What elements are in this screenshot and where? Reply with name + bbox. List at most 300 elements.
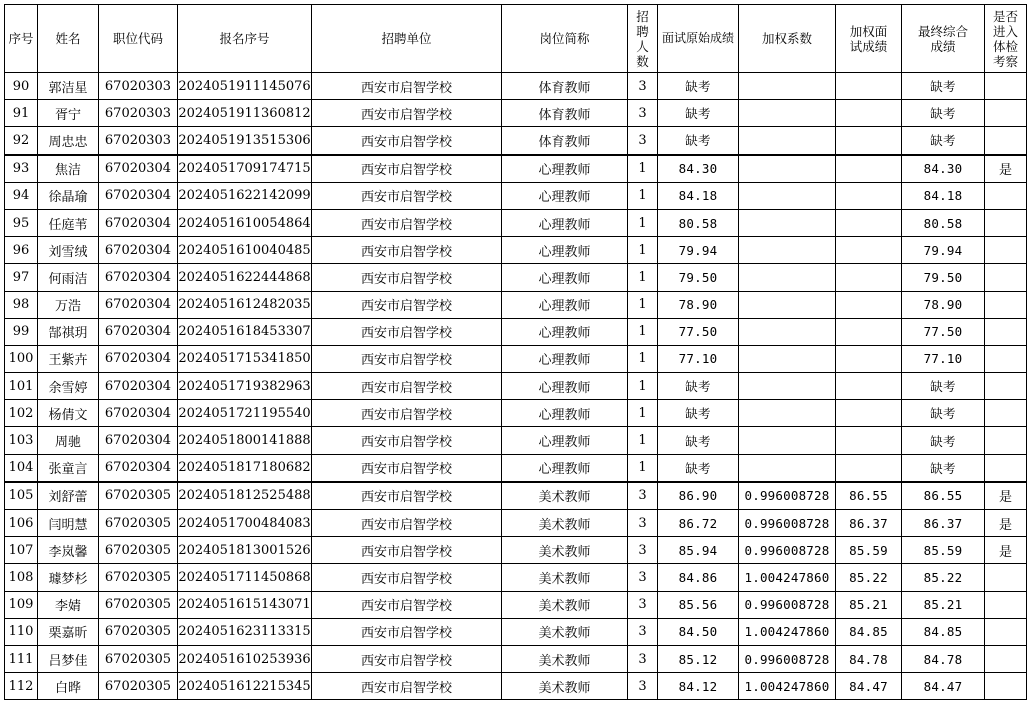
weighted-score-cell xyxy=(836,345,902,372)
col-header-employer: 招聘单位 xyxy=(312,5,502,73)
post-cell: 美术教师 xyxy=(502,591,628,618)
raw-score-cell: 78.90 xyxy=(658,291,739,318)
employer-cell: 西安市启智学校 xyxy=(312,482,502,510)
raw-score-cell: 缺考 xyxy=(658,100,739,127)
weight-cell: 0.996008728 xyxy=(739,482,836,510)
employer-cell: 西安市启智学校 xyxy=(312,564,502,591)
employer-cell: 西安市启智学校 xyxy=(312,673,502,700)
final-score-cell: 84.18 xyxy=(902,182,985,209)
position-code-cell: 67020305 xyxy=(99,618,178,645)
post-cell: 心理教师 xyxy=(502,373,628,400)
weight-cell xyxy=(739,373,836,400)
seq-cell: 109 xyxy=(5,591,38,618)
hire-count-cell: 1 xyxy=(628,155,658,183)
table-body xyxy=(5,73,1027,700)
weight-cell: 1.004247860 xyxy=(739,564,836,591)
hire-count-cell: 1 xyxy=(628,345,658,372)
name-cell: 白晔 xyxy=(38,673,99,700)
post-cell: 心理教师 xyxy=(502,237,628,264)
post-cell: 美术教师 xyxy=(502,673,628,700)
raw-score-cell: 缺考 xyxy=(658,127,739,155)
table-row xyxy=(5,537,1027,564)
registration-no-cell: 2024051913515306 xyxy=(178,127,312,155)
seq-cell: 112 xyxy=(5,673,38,700)
weighted-score-cell: 86.37 xyxy=(836,510,902,537)
position-code-cell: 67020304 xyxy=(99,427,178,454)
raw-score-cell: 缺考 xyxy=(658,373,739,400)
employer-cell: 西安市启智学校 xyxy=(312,100,502,127)
raw-score-cell: 缺考 xyxy=(658,400,739,427)
weighted-score-cell xyxy=(836,454,902,482)
weighted-score-cell xyxy=(836,318,902,345)
hire-count-cell: 3 xyxy=(628,618,658,645)
position-code-cell: 67020304 xyxy=(99,345,178,372)
weighted-score-cell xyxy=(836,291,902,318)
weighted-score-cell: 84.85 xyxy=(836,618,902,645)
raw-score-cell: 86.90 xyxy=(658,482,739,510)
physical-exam-cell xyxy=(985,291,1027,318)
name-cell: 余雪婷 xyxy=(38,373,99,400)
name-cell: 胥宁 xyxy=(38,100,99,127)
seq-cell: 111 xyxy=(5,645,38,672)
physical-exam-cell xyxy=(985,564,1027,591)
weighted-score-cell: 84.78 xyxy=(836,645,902,672)
seq-cell: 107 xyxy=(5,537,38,564)
col-header-registration-no: 报名序号 xyxy=(178,5,312,73)
weighted-score-cell xyxy=(836,400,902,427)
hire-count-cell: 3 xyxy=(628,564,658,591)
post-cell: 心理教师 xyxy=(502,264,628,291)
physical-exam-cell xyxy=(985,618,1027,645)
post-cell: 心理教师 xyxy=(502,427,628,454)
table-row xyxy=(5,264,1027,291)
registration-no-cell: 2024051715341850 xyxy=(178,345,312,372)
results-table xyxy=(4,4,1027,700)
physical-exam-cell: 是 xyxy=(985,482,1027,510)
final-score-cell: 85.21 xyxy=(902,591,985,618)
col-header-post: 岗位简称 xyxy=(502,5,628,73)
final-score-cell: 缺考 xyxy=(902,73,985,100)
seq-cell: 90 xyxy=(5,73,38,100)
name-cell: 王紫卉 xyxy=(38,345,99,372)
registration-no-cell: 2024051610054864 xyxy=(178,209,312,236)
seq-cell: 101 xyxy=(5,373,38,400)
table-row xyxy=(5,482,1027,510)
seq-cell: 94 xyxy=(5,182,38,209)
registration-no-cell: 2024051622444868 xyxy=(178,264,312,291)
seq-cell: 99 xyxy=(5,318,38,345)
post-cell: 心理教师 xyxy=(502,209,628,236)
final-score-cell: 79.94 xyxy=(902,237,985,264)
post-cell: 体育教师 xyxy=(502,100,628,127)
registration-no-cell: 2024051721195540 xyxy=(178,400,312,427)
registration-no-cell: 2024051618453307 xyxy=(178,318,312,345)
position-code-cell: 67020305 xyxy=(99,482,178,510)
raw-score-cell: 缺考 xyxy=(658,427,739,454)
registration-no-cell: 2024051610040485 xyxy=(178,237,312,264)
final-score-cell: 85.59 xyxy=(902,537,985,564)
col-header-raw-score: 面试原始成绩 xyxy=(658,5,739,73)
post-cell: 心理教师 xyxy=(502,318,628,345)
seq-cell: 96 xyxy=(5,237,38,264)
col-header-position-code: 职位代码 xyxy=(99,5,178,73)
registration-no-cell: 2024051711450868 xyxy=(178,564,312,591)
raw-score-cell: 84.12 xyxy=(658,673,739,700)
weight-cell xyxy=(739,73,836,100)
position-code-cell: 67020303 xyxy=(99,127,178,155)
weighted-score-cell: 85.21 xyxy=(836,591,902,618)
raw-score-cell: 85.94 xyxy=(658,537,739,564)
hire-count-cell: 3 xyxy=(628,100,658,127)
name-cell: 焦洁 xyxy=(38,155,99,183)
position-code-cell: 67020304 xyxy=(99,454,178,482)
post-cell: 心理教师 xyxy=(502,182,628,209)
seq-cell: 108 xyxy=(5,564,38,591)
position-code-cell: 67020304 xyxy=(99,209,178,236)
table-row xyxy=(5,345,1027,372)
weight-cell xyxy=(739,318,836,345)
position-code-cell: 67020303 xyxy=(99,73,178,100)
employer-cell: 西安市启智学校 xyxy=(312,73,502,100)
physical-exam-cell: 是 xyxy=(985,537,1027,564)
position-code-cell: 67020305 xyxy=(99,564,178,591)
weight-cell xyxy=(739,345,836,372)
physical-exam-cell xyxy=(985,345,1027,372)
final-score-cell: 缺考 xyxy=(902,454,985,482)
employer-cell: 西安市启智学校 xyxy=(312,591,502,618)
seq-cell: 97 xyxy=(5,264,38,291)
name-cell: 任庭苇 xyxy=(38,209,99,236)
raw-score-cell: 缺考 xyxy=(658,73,739,100)
post-cell: 美术教师 xyxy=(502,537,628,564)
physical-exam-cell xyxy=(985,209,1027,236)
weighted-score-cell xyxy=(836,373,902,400)
hire-count-cell: 3 xyxy=(628,127,658,155)
name-cell: 张童言 xyxy=(38,454,99,482)
table-row xyxy=(5,427,1027,454)
weighted-score-cell: 84.47 xyxy=(836,673,902,700)
raw-score-cell: 77.50 xyxy=(658,318,739,345)
col-header-name: 姓名 xyxy=(38,5,99,73)
hire-count-cell: 3 xyxy=(628,591,658,618)
registration-no-cell: 2024051612215345 xyxy=(178,673,312,700)
physical-exam-cell xyxy=(985,373,1027,400)
final-score-cell: 79.50 xyxy=(902,264,985,291)
weight-cell xyxy=(739,264,836,291)
registration-no-cell: 2024051800141888 xyxy=(178,427,312,454)
post-cell: 心理教师 xyxy=(502,155,628,183)
weight-cell: 0.996008728 xyxy=(739,510,836,537)
raw-score-cell: 85.12 xyxy=(658,645,739,672)
post-cell: 美术教师 xyxy=(502,510,628,537)
employer-cell: 西安市启智学校 xyxy=(312,127,502,155)
employer-cell: 西安市启智学校 xyxy=(312,510,502,537)
name-cell: 万浩 xyxy=(38,291,99,318)
raw-score-cell: 79.50 xyxy=(658,264,739,291)
weighted-score-cell xyxy=(836,73,902,100)
table-row xyxy=(5,400,1027,427)
physical-exam-cell xyxy=(985,454,1027,482)
table-row xyxy=(5,318,1027,345)
weight-cell xyxy=(739,291,836,318)
weighted-score-cell: 85.59 xyxy=(836,537,902,564)
weight-cell xyxy=(739,127,836,155)
final-score-cell: 缺考 xyxy=(902,400,985,427)
physical-exam-cell xyxy=(985,182,1027,209)
post-cell: 心理教师 xyxy=(502,345,628,372)
registration-no-cell: 2024051813001526 xyxy=(178,537,312,564)
name-cell: 郜祺玥 xyxy=(38,318,99,345)
position-code-cell: 67020305 xyxy=(99,673,178,700)
table-row xyxy=(5,291,1027,318)
seq-cell: 91 xyxy=(5,100,38,127)
weighted-score-cell xyxy=(836,127,902,155)
employer-cell: 西安市启智学校 xyxy=(312,209,502,236)
hire-count-cell: 3 xyxy=(628,673,658,700)
hire-count-cell: 1 xyxy=(628,237,658,264)
seq-cell: 93 xyxy=(5,155,38,183)
final-score-cell: 84.78 xyxy=(902,645,985,672)
col-header-weight: 加权系数 xyxy=(739,5,836,73)
final-score-cell: 85.22 xyxy=(902,564,985,591)
seq-cell: 110 xyxy=(5,618,38,645)
position-code-cell: 67020304 xyxy=(99,291,178,318)
employer-cell: 西安市启智学校 xyxy=(312,537,502,564)
col-header-seq: 序号 xyxy=(5,5,38,73)
weight-cell xyxy=(739,155,836,183)
position-code-cell: 67020304 xyxy=(99,318,178,345)
final-score-cell: 86.37 xyxy=(902,510,985,537)
seq-cell: 104 xyxy=(5,454,38,482)
seq-cell: 92 xyxy=(5,127,38,155)
final-score-cell: 84.85 xyxy=(902,618,985,645)
raw-score-cell: 84.18 xyxy=(658,182,739,209)
final-score-cell: 86.55 xyxy=(902,482,985,510)
position-code-cell: 67020303 xyxy=(99,100,178,127)
weighted-score-cell xyxy=(836,182,902,209)
hire-count-cell: 3 xyxy=(628,73,658,100)
name-cell: 李岚馨 xyxy=(38,537,99,564)
employer-cell: 西安市启智学校 xyxy=(312,291,502,318)
name-cell: 周驰 xyxy=(38,427,99,454)
table-row xyxy=(5,591,1027,618)
final-score-cell: 80.58 xyxy=(902,209,985,236)
seq-cell: 95 xyxy=(5,209,38,236)
hire-count-cell: 3 xyxy=(628,645,658,672)
weight-cell: 0.996008728 xyxy=(739,537,836,564)
name-cell: 杨倩文 xyxy=(38,400,99,427)
table-row xyxy=(5,209,1027,236)
hire-count-cell: 1 xyxy=(628,400,658,427)
weighted-score-cell xyxy=(836,237,902,264)
hire-count-cell: 1 xyxy=(628,291,658,318)
weight-cell xyxy=(739,400,836,427)
table-row xyxy=(5,673,1027,700)
post-cell: 心理教师 xyxy=(502,400,628,427)
position-code-cell: 67020305 xyxy=(99,510,178,537)
physical-exam-cell xyxy=(985,73,1027,100)
seq-cell: 105 xyxy=(5,482,38,510)
registration-no-cell: 2024051623113315 xyxy=(178,618,312,645)
name-cell: 璩梦杉 xyxy=(38,564,99,591)
hire-count-cell: 1 xyxy=(628,318,658,345)
hire-count-cell: 3 xyxy=(628,537,658,564)
employer-cell: 西安市启智学校 xyxy=(312,400,502,427)
physical-exam-cell xyxy=(985,645,1027,672)
final-score-cell: 77.50 xyxy=(902,318,985,345)
physical-exam-cell: 是 xyxy=(985,155,1027,183)
registration-no-cell: 2024051812525488 xyxy=(178,482,312,510)
seq-cell: 100 xyxy=(5,345,38,372)
table-row xyxy=(5,645,1027,672)
hire-count-cell: 1 xyxy=(628,182,658,209)
registration-no-cell: 2024051622142099 xyxy=(178,182,312,209)
physical-exam-cell xyxy=(985,400,1027,427)
post-cell: 美术教师 xyxy=(502,645,628,672)
position-code-cell: 67020305 xyxy=(99,537,178,564)
physical-exam-cell xyxy=(985,427,1027,454)
hire-count-cell: 1 xyxy=(628,209,658,236)
table-row xyxy=(5,155,1027,183)
employer-cell: 西安市启智学校 xyxy=(312,237,502,264)
position-code-cell: 67020304 xyxy=(99,155,178,183)
physical-exam-cell xyxy=(985,237,1027,264)
hire-count-cell: 1 xyxy=(628,373,658,400)
weight-cell xyxy=(739,182,836,209)
table-header xyxy=(5,5,1027,73)
seq-cell: 102 xyxy=(5,400,38,427)
physical-exam-cell xyxy=(985,673,1027,700)
table-row xyxy=(5,454,1027,482)
employer-cell: 西安市启智学校 xyxy=(312,618,502,645)
final-score-cell: 缺考 xyxy=(902,427,985,454)
table-row xyxy=(5,73,1027,100)
weight-cell xyxy=(739,454,836,482)
registration-no-cell: 2024051911360812 xyxy=(178,100,312,127)
weighted-score-cell xyxy=(836,264,902,291)
position-code-cell: 67020305 xyxy=(99,645,178,672)
col-header-weighted-score: 加权面试成绩 xyxy=(836,5,902,73)
employer-cell: 西安市启智学校 xyxy=(312,182,502,209)
raw-score-cell: 84.86 xyxy=(658,564,739,591)
employer-cell: 西安市启智学校 xyxy=(312,155,502,183)
position-code-cell: 67020305 xyxy=(99,591,178,618)
table-row xyxy=(5,564,1027,591)
position-code-cell: 67020304 xyxy=(99,264,178,291)
position-code-cell: 67020304 xyxy=(99,400,178,427)
weight-cell xyxy=(739,209,836,236)
table-row xyxy=(5,373,1027,400)
weight-cell xyxy=(739,237,836,264)
name-cell: 闫明慧 xyxy=(38,510,99,537)
employer-cell: 西安市启智学校 xyxy=(312,427,502,454)
name-cell: 栗嘉昕 xyxy=(38,618,99,645)
post-cell: 体育教师 xyxy=(502,73,628,100)
registration-no-cell: 2024051700484083 xyxy=(178,510,312,537)
col-header-final-score: 最终综合成绩 xyxy=(902,5,985,73)
seq-cell: 106 xyxy=(5,510,38,537)
table-row xyxy=(5,100,1027,127)
name-cell: 何雨洁 xyxy=(38,264,99,291)
position-code-cell: 67020304 xyxy=(99,237,178,264)
physical-exam-cell xyxy=(985,127,1027,155)
final-score-cell: 84.47 xyxy=(902,673,985,700)
employer-cell: 西安市启智学校 xyxy=(312,454,502,482)
employer-cell: 西安市启智学校 xyxy=(312,645,502,672)
raw-score-cell: 86.72 xyxy=(658,510,739,537)
raw-score-cell: 80.58 xyxy=(658,209,739,236)
final-score-cell: 缺考 xyxy=(902,127,985,155)
raw-score-cell: 缺考 xyxy=(658,454,739,482)
raw-score-cell: 79.94 xyxy=(658,237,739,264)
hire-count-cell: 3 xyxy=(628,510,658,537)
registration-no-cell: 2024051817180682 xyxy=(178,454,312,482)
weighted-score-cell xyxy=(836,209,902,236)
table-row xyxy=(5,237,1027,264)
col-header-physical-exam: 是否进入体检考察 xyxy=(985,5,1027,73)
weight-cell xyxy=(739,100,836,127)
physical-exam-cell xyxy=(985,100,1027,127)
registration-no-cell: 2024051709174715 xyxy=(178,155,312,183)
raw-score-cell: 84.30 xyxy=(658,155,739,183)
hire-count-cell: 3 xyxy=(628,482,658,510)
hire-count-cell: 1 xyxy=(628,264,658,291)
hire-count-cell: 1 xyxy=(628,427,658,454)
raw-score-cell: 84.50 xyxy=(658,618,739,645)
post-cell: 体育教师 xyxy=(502,127,628,155)
position-code-cell: 67020304 xyxy=(99,373,178,400)
table-row xyxy=(5,510,1027,537)
weighted-score-cell xyxy=(836,100,902,127)
weighted-score-cell: 86.55 xyxy=(836,482,902,510)
position-code-cell: 67020304 xyxy=(99,182,178,209)
employer-cell: 西安市启智学校 xyxy=(312,264,502,291)
weight-cell xyxy=(739,427,836,454)
table-row xyxy=(5,182,1027,209)
registration-no-cell: 2024051612482035 xyxy=(178,291,312,318)
seq-cell: 103 xyxy=(5,427,38,454)
weight-cell: 1.004247860 xyxy=(739,618,836,645)
registration-no-cell: 2024051911145076 xyxy=(178,73,312,100)
raw-score-cell: 77.10 xyxy=(658,345,739,372)
post-cell: 美术教师 xyxy=(502,618,628,645)
final-score-cell: 78.90 xyxy=(902,291,985,318)
final-score-cell: 77.10 xyxy=(902,345,985,372)
final-score-cell: 84.30 xyxy=(902,155,985,183)
employer-cell: 西安市启智学校 xyxy=(312,345,502,372)
seq-cell: 98 xyxy=(5,291,38,318)
registration-no-cell: 2024051610253936 xyxy=(178,645,312,672)
registration-no-cell: 2024051719382963 xyxy=(178,373,312,400)
weighted-score-cell xyxy=(836,427,902,454)
name-cell: 刘雪绒 xyxy=(38,237,99,264)
name-cell: 吕梦佳 xyxy=(38,645,99,672)
name-cell: 周忠忠 xyxy=(38,127,99,155)
table-row xyxy=(5,618,1027,645)
physical-exam-cell: 是 xyxy=(985,510,1027,537)
registration-no-cell: 2024051615143071 xyxy=(178,591,312,618)
post-cell: 心理教师 xyxy=(502,291,628,318)
physical-exam-cell xyxy=(985,264,1027,291)
post-cell: 美术教师 xyxy=(502,564,628,591)
final-score-cell: 缺考 xyxy=(902,100,985,127)
final-score-cell: 缺考 xyxy=(902,373,985,400)
employer-cell: 西安市启智学校 xyxy=(312,318,502,345)
table-row xyxy=(5,127,1027,155)
col-header-hire-count: 招聘人数 xyxy=(628,5,658,73)
weighted-score-cell: 85.22 xyxy=(836,564,902,591)
name-cell: 刘舒蕾 xyxy=(38,482,99,510)
